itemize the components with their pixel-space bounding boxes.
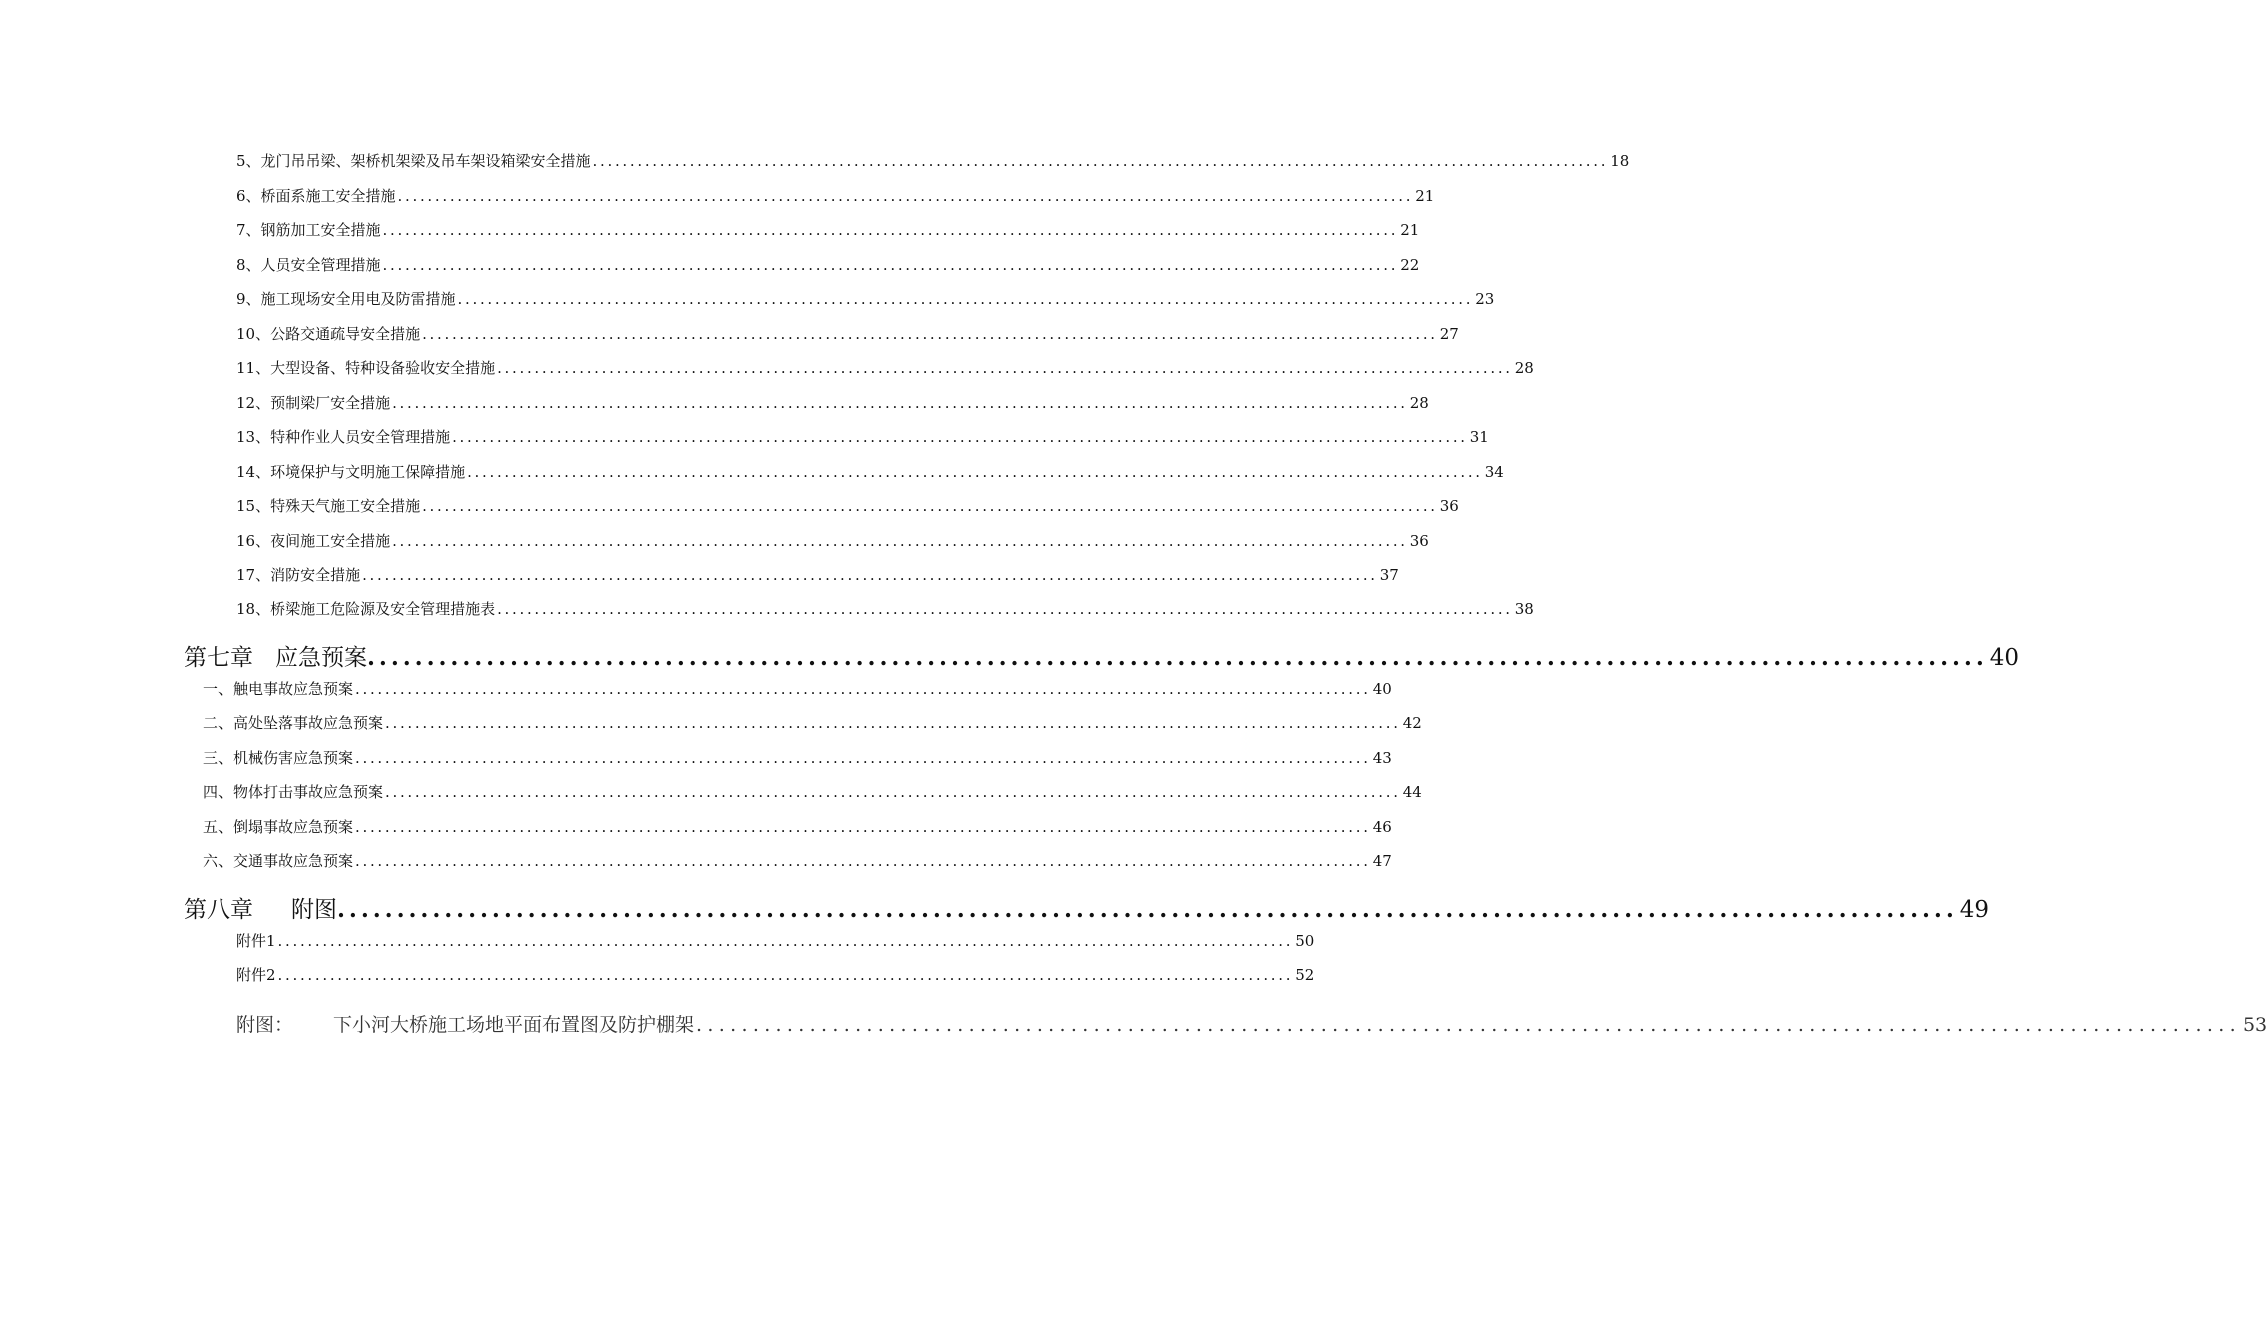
toc-entry-label: 17、消防安全措施 [236,566,361,584]
toc-entry-13[interactable] [236,427,1489,447]
toc-entry-8-1[interactable] [236,931,1315,951]
toc-page-number: 38 [1514,600,1534,618]
chapter-number: 第七章 [184,645,253,671]
toc-entry-label: 五、倒塌事故应急预案 [203,818,354,836]
toc-page-number: 36 [1409,532,1429,550]
toc-leader-dots: ........................................................................................................................................ [397,187,1414,205]
toc-chapter-7[interactable] [184,643,2020,673]
toc-page-number: 50 [1295,932,1315,950]
toc-leader-dots: ........................................................................................................................................ [385,714,1401,732]
toc-entry-label: 8、人员安全管理措施 [236,256,381,274]
toc-leader-dots: ........................................................................................................................................ [592,152,1609,170]
toc-page-number: 46 [1372,818,1392,836]
toc-leader-dots: ........................................................................................................................................ [355,852,1371,870]
toc-page-number: 28 [1409,394,1429,412]
toc-entry-6[interactable] [236,186,1435,206]
toc-entry-8[interactable] [236,255,1420,275]
toc-page-number: 21 [1415,187,1435,205]
toc-entry-9[interactable] [236,289,1495,309]
toc-leader-dots: ........................................................................................................................................ [385,783,1401,801]
toc-page-number: 22 [1400,256,1420,274]
toc-leader-dots: ........................................................................................................................................ [457,290,1474,308]
toc-leader-dots: ........................................................................................................................................ [277,932,1294,950]
toc-entry-label: 6、桥面系施工安全措施 [236,187,396,205]
appendix-heading [236,1012,694,1038]
toc-entry-5[interactable] [236,151,1630,171]
appendix-prefix: 附图： [236,1014,294,1036]
toc-leader-dots: ........................................................................................................................................ [355,818,1371,836]
toc-entry-label: 18、桥梁施工危险源及安全管理措施表 [236,600,496,618]
toc-entry-7-4[interactable] [203,782,1422,802]
toc-leader-dots: ........................................................................................................................................ [367,644,1988,671]
toc-entry-7-6[interactable] [203,851,1392,871]
toc-chapter-8[interactable] [184,895,1990,925]
chapter-number: 第八章 [184,897,253,923]
toc-entry-8-2[interactable] [236,965,1315,985]
toc-appendix-figure[interactable] [236,1012,2267,1038]
toc-entry-label: 四、物体打击事故应急预案 [203,783,384,801]
toc-page-number: 53 [2242,1014,2267,1036]
toc-entry-17[interactable] [236,565,1399,585]
toc-entry-label: 11、大型设备、特种设备验收安全措施 [236,359,496,377]
toc-leader-dots: ........................................................................................................................................ [497,359,1513,377]
toc-page-number: 34 [1484,463,1504,481]
toc-entry-7[interactable] [236,220,1420,240]
toc-entry-label: 13、特种作业人员安全管理措施 [236,428,451,446]
toc-page-number: 23 [1475,290,1495,308]
toc-entry-label: 三、机械伤害应急预案 [203,749,354,767]
toc-leader-dots: ........................................................................................................................................ [452,428,1468,446]
toc-page-number: 42 [1402,714,1422,732]
toc-page-number: 31 [1469,428,1489,446]
toc-page-number: 49 [1959,897,1990,923]
toc-leader-dots: ........................................................................................................................................ [392,394,1408,412]
toc-leader-dots: ........................................................................................................................................ [337,896,1958,923]
toc-entry-12[interactable] [236,393,1429,413]
toc-entry-label: 15、特殊天气施工安全措施 [236,497,421,515]
toc-entry-label: 12、预制梁厂安全措施 [236,394,391,412]
toc-entry-label: 14、环境保护与文明施工保障措施 [236,463,466,481]
toc-entry-label: 二、高处坠落事故应急预案 [203,714,384,732]
toc-page-number: 52 [1295,966,1315,984]
toc-leader-dots: ........................................................................................................................................ [382,221,1399,239]
toc-page-number: 18 [1610,152,1630,170]
toc-page-number: 21 [1400,221,1420,239]
toc-page-number: 28 [1514,359,1534,377]
toc-page-number: 44 [1402,783,1422,801]
toc-page-number: 47 [1372,852,1392,870]
toc-leader-dots: ........................................................................................................................................ [422,325,1438,343]
toc-entry-11[interactable] [236,358,1534,378]
toc-entry-label: 9、施工现场安全用电及防雷措施 [236,290,456,308]
toc-entry-18[interactable] [236,599,1534,619]
toc-leader-dots: ........................................................................................................................................ [696,1014,2241,1036]
toc-page-number: 43 [1372,749,1392,767]
toc-entry-15[interactable] [236,496,1459,516]
toc-entry-7-3[interactable] [203,748,1392,768]
toc-leader-dots: ........................................................................................................................................ [355,680,1371,698]
toc-page-number: 36 [1439,497,1459,515]
toc-entry-label: 16、夜间施工安全措施 [236,532,391,550]
chapter-title: 附图 [291,897,337,923]
toc-leader-dots: ........................................................................................................................................ [362,566,1378,584]
toc-entry-label: 一、触电事故应急预案 [203,680,354,698]
toc-entry-14[interactable] [236,462,1504,482]
toc-leader-dots: ........................................................................................................................................ [392,532,1408,550]
toc-leader-dots: ........................................................................................................................................ [277,966,1294,984]
toc-entry-7-1[interactable] [203,679,1392,699]
toc-leader-dots: ........................................................................................................................................ [497,600,1513,618]
toc-entry-label: 附件2 [236,966,276,984]
toc-page-number: 40 [1989,645,2020,671]
toc-entry-label: 六、交通事故应急预案 [203,852,354,870]
toc-entry-label: 10、公路交通疏导安全措施 [236,325,421,343]
chapter-heading [184,895,337,925]
toc-leader-dots: ........................................................................................................................................ [422,497,1438,515]
toc-leader-dots: ........................................................................................................................................ [382,256,1399,274]
toc-entry-7-5[interactable] [203,817,1392,837]
toc-entry-16[interactable] [236,531,1429,551]
toc-leader-dots: ........................................................................................................................................ [467,463,1483,481]
toc-entry-label: 7、钢筋加工安全措施 [236,221,381,239]
chapter-heading [184,643,367,673]
toc-leader-dots: ........................................................................................................................................ [355,749,1371,767]
chapter-title: 应急预案 [275,645,367,671]
appendix-title: 下小河大桥施工场地平面布置图及防护棚架 [333,1014,695,1036]
toc-entry-7-2[interactable] [203,713,1422,733]
toc-entry-10[interactable] [236,324,1459,344]
toc-entry-label: 5、龙门吊吊梁、架桥机架梁及吊车架设箱梁安全措施 [236,152,591,170]
toc-page-number: 37 [1379,566,1399,584]
toc-entry-label: 附件1 [236,932,276,950]
toc-page-number: 40 [1372,680,1392,698]
toc-page-number: 27 [1439,325,1459,343]
